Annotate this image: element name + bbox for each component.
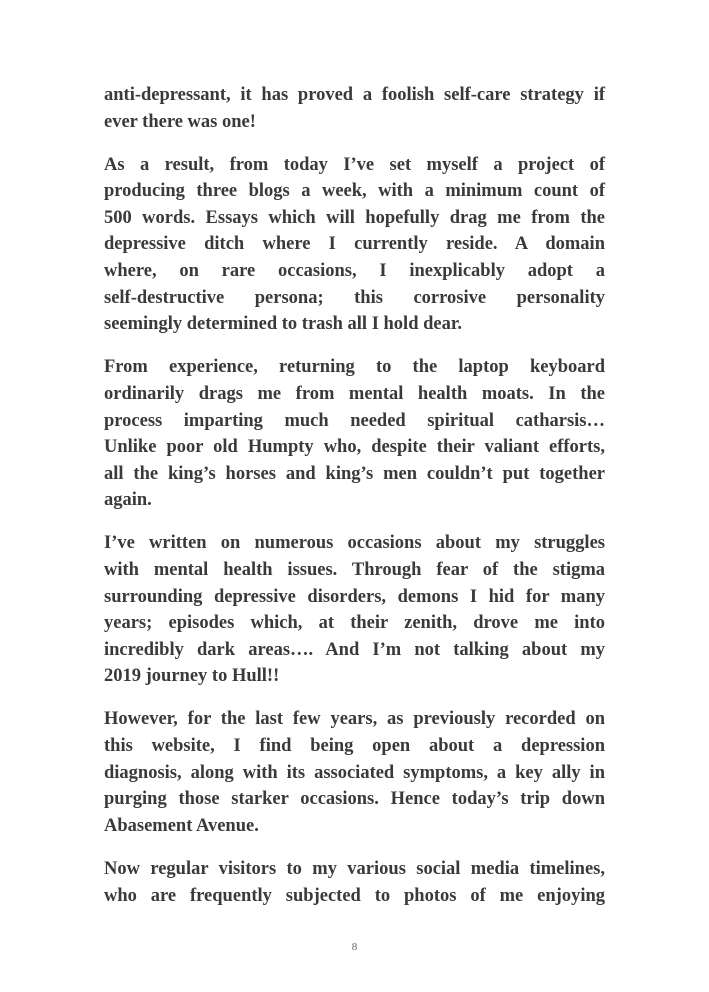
paragraph	[104, 152, 605, 338]
text-line: 500 words. Essays which will hopefully drag me from the	[104, 207, 605, 228]
text-line: anti-depressant, it has proved a foolish self-care strategy if	[104, 85, 605, 105]
text-line: However, for the last few years, as previously recorded on	[104, 709, 605, 730]
text-line: seemingly determined to trash all I hold dear.	[104, 314, 463, 335]
text-line: self-destructive persona; this corrosive personality	[104, 287, 605, 308]
paragraph	[104, 706, 605, 839]
text-line: From experience, returning to the laptop keyboard	[104, 357, 605, 378]
text-line: As a result, from today I’ve set myself a project of	[104, 154, 605, 175]
text-line: years; episodes which, at their zenith, drove me into	[104, 613, 605, 634]
text-line: with mental health issues. Through fear of the stigma	[104, 560, 605, 580]
text-line: ever there was one!	[104, 111, 256, 132]
text-line: this website, I find being open about a depression	[104, 736, 605, 757]
text-line: purging those starker occasions. Hence today’s trip down	[104, 789, 605, 810]
text-line: all the king’s horses and king’s men couldn’t put together	[104, 463, 605, 484]
text-line: process imparting much needed spiritual catharsis…	[104, 410, 605, 431]
text-line: who are frequently subjected to photos of me enjoying	[104, 885, 605, 906]
paragraph	[104, 856, 605, 909]
text-line: Abasement Avenue.	[104, 815, 259, 836]
text-line: incredibly dark areas…. And I’m not talking about my	[104, 639, 605, 660]
paragraph	[104, 354, 605, 514]
text-line: 2019 journey to Hull!!	[104, 666, 280, 687]
paragraph	[104, 530, 605, 690]
text-line: where, on rare occasions, I inexplicably adopt a	[104, 261, 605, 282]
text-line: depressive ditch where I currently reside. A domain	[104, 234, 605, 255]
text-line: I’ve written on numerous occasions about my struggles	[104, 533, 605, 554]
text-line: Unlike poor old Humpty who, despite their valiant efforts,	[104, 437, 605, 458]
page-number: 8	[351, 941, 358, 953]
text-line: ordinarily drags me from mental health moats. In the	[104, 383, 605, 404]
text-line: Now regular visitors to my various social media timelines,	[104, 858, 605, 879]
text-line: again.	[104, 490, 152, 511]
document-page	[104, 82, 605, 926]
text-line: producing three blogs a week, with a minimum count of	[104, 181, 605, 202]
paragraph	[104, 82, 605, 135]
text-line: diagnosis, along with its associated symptoms, a key ally in	[104, 762, 605, 783]
text-line: surrounding depressive disorders, demons I hid for many	[104, 586, 605, 607]
